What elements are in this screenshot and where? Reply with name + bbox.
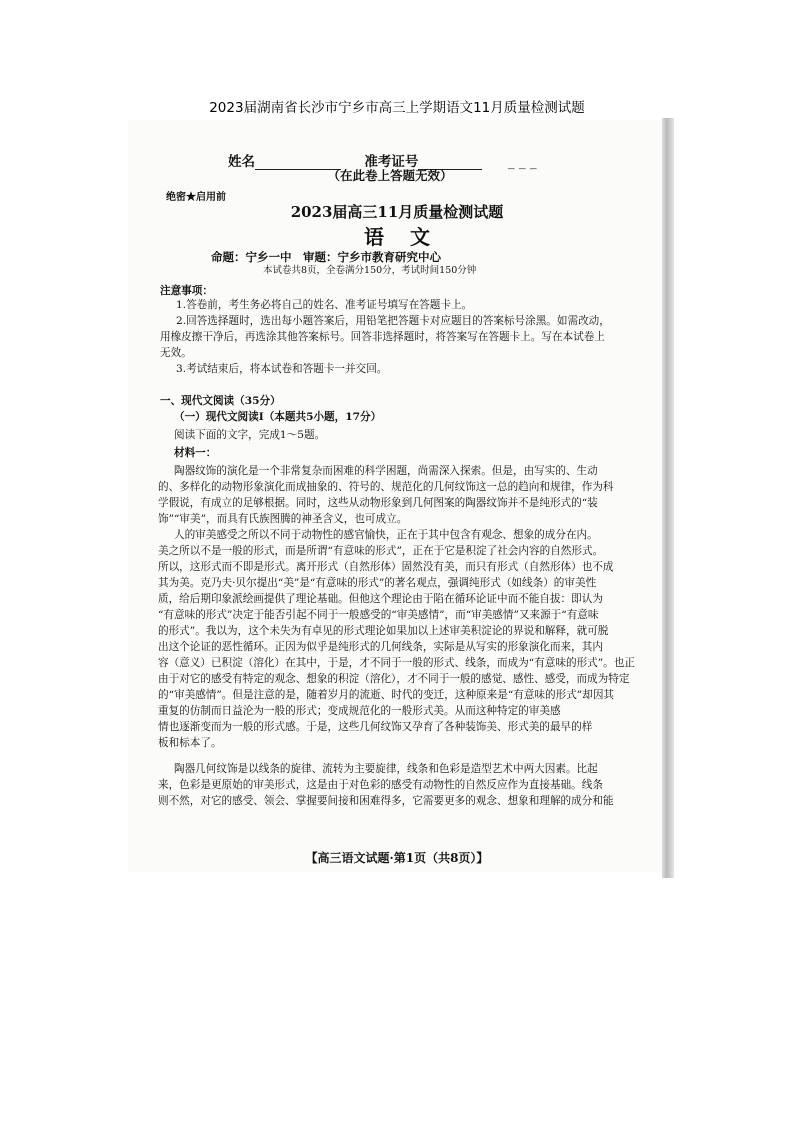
passage-line: 来，色彩是更原始的审美形式，这是由于对色彩的感受有动物性的自然反应作为直接基础。线条	[158, 779, 603, 791]
passage-line: 人的审美感受之所以不同于动物性的感官愉快，正在于其中包含有观念、想象的成分在内。	[174, 529, 598, 541]
exam-number-trail: _ _ _	[507, 154, 537, 170]
notice-line: 用橡皮擦干净后，再选涂其他答案标号。回答非选择题时，将答案写在答题卡上。写在本试卷上	[160, 331, 605, 343]
section-subheading: （一）现代文阅读Ⅰ（本题共5小题，17分）	[174, 411, 382, 423]
section-heading: 一、现代文阅读（35分）	[160, 395, 281, 407]
passage-line: 的、多样化的动物形象演化而成抽象的、符号的、规范化的几何纹饰这一总的趋向和规律，作为科	[158, 481, 614, 493]
passage-line: 陶器纹饰的演化是一个非常复杂而困难的科学困题，尚需深入探索。但是，由写实的、生动	[174, 465, 598, 477]
document-title: 2023届湖南省长沙市宁乡市高三上学期语文11月质量检测试题	[209, 100, 585, 116]
passage-line: 容（意义）已积淀（溶化）在其中，于是，才不同于一般的形式、线条，而成为“有意味的形式”。也正	[158, 657, 635, 669]
material-label: 材料一：	[174, 447, 217, 459]
passage-line: 的“审美感情”。但是注意的是，随着岁月的流逝、时代的变迁，这种原来是“有意味的形式”却因其	[158, 689, 615, 701]
passage-line: 的形式”。我以为，这个未失为有卓见的形式理论如果加以上述审美积淀论的界说和解释，就可脱	[158, 625, 609, 637]
passage-line: 其为美。克乃夫·贝尔提出“美”是“有意味的形式”的著名观点，强调纯形式（如线条）的审美性	[158, 577, 597, 589]
notice-line: 2.回答选择题时，选出每小题答案后，用铅笔把答题卡对应题目的答案标号涂黑。如需改动，	[176, 315, 610, 327]
passage-line: 重复的仿制而日益沦为一般的形式；变成规范化的一般形式美。从而这种特定的审美感	[158, 705, 561, 717]
section-instruction: 阅读下面的文字，完成1～5题。	[174, 429, 326, 441]
passage-line: 则不然，对它的感受、领会、掌握要间接和困难得多，它需要更多的观念、想象和理解的成分和能	[158, 795, 614, 807]
notice-title: 注意事项：	[160, 285, 213, 297]
passage-line: 板和标本了。	[158, 737, 222, 749]
page-footer: 【高三语文试题·第1页（共8页）】	[305, 851, 489, 865]
notice-line: 3.考试结束后，将本试卷和答题卡一并交回。	[176, 363, 388, 375]
passage-line: 饰”“审美”，而具有氏族图腾的神圣含义，也可成立。	[158, 513, 408, 525]
passage-line: 美之所以不是一般的形式，而是所谓“有意味的形式”，正在于它是积淀了社会内容的自然形式。	[158, 545, 604, 557]
setter-line: 命题：宁乡一中 审题：宁乡市教育研究中心	[211, 250, 441, 264]
passage-line: 学假说，有成立的足够根据。同时，这些从动物形象到几何图案的陶器纹饰并不是纯形式的“装	[158, 497, 598, 509]
paper-info-line: 本试卷共8页，全卷满分150分，考试时间150分钟	[263, 265, 477, 276]
notice-line: 1.答卷前，考生务必将自己的姓名、准考证号填写在答题卡上。	[176, 299, 473, 311]
name-label: 姓名	[228, 154, 255, 170]
secret-mark: 绝密★启用前	[166, 192, 226, 203]
exam-number-label: 准考证号	[364, 154, 419, 170]
invalid-note: （在此卷上答题无效）	[327, 168, 453, 183]
passage-line: 情也逐渐变而为一般的形式感。于是，这些几何纹饰又孕育了各种装饰美、形式美的最早的样	[158, 721, 593, 733]
passage-line: 质，给后期印象派绘画提供了理论基础。但他这个理论由于陷在循环论证中而不能自拔：即认为	[158, 593, 603, 605]
notice-line: 无效。	[160, 347, 192, 359]
passage-line: 陶器几何纹饰是以线条的旋律、流转为主要旋律，线条和色彩是造型艺术中两大因素。比起	[174, 763, 598, 775]
passage-line: 所以，这形式而不即是形式。离开形式（自然形体）固然没有美，而只有形式（自然形体）也不成	[158, 561, 614, 573]
passage-line: “有意味的形式”决定于能否引起不同于一般感受的“审美感情”，而“审美感情”又来源于“有意味	[158, 609, 599, 621]
passage-line: 由于对它的感受有特定的观念、想象的积淀（溶化），才不同于一般的感觉、感性、感受，而成为特定	[158, 673, 630, 685]
passage-line: 出这个论证的恶性循环。正因为似乎是纯形式的几何线条，实际是从写实的形象演化而来，其内	[158, 641, 603, 653]
exam-title: 2023届高三11月质量检测试题	[290, 203, 504, 221]
subject-title: 语文	[364, 225, 456, 249]
